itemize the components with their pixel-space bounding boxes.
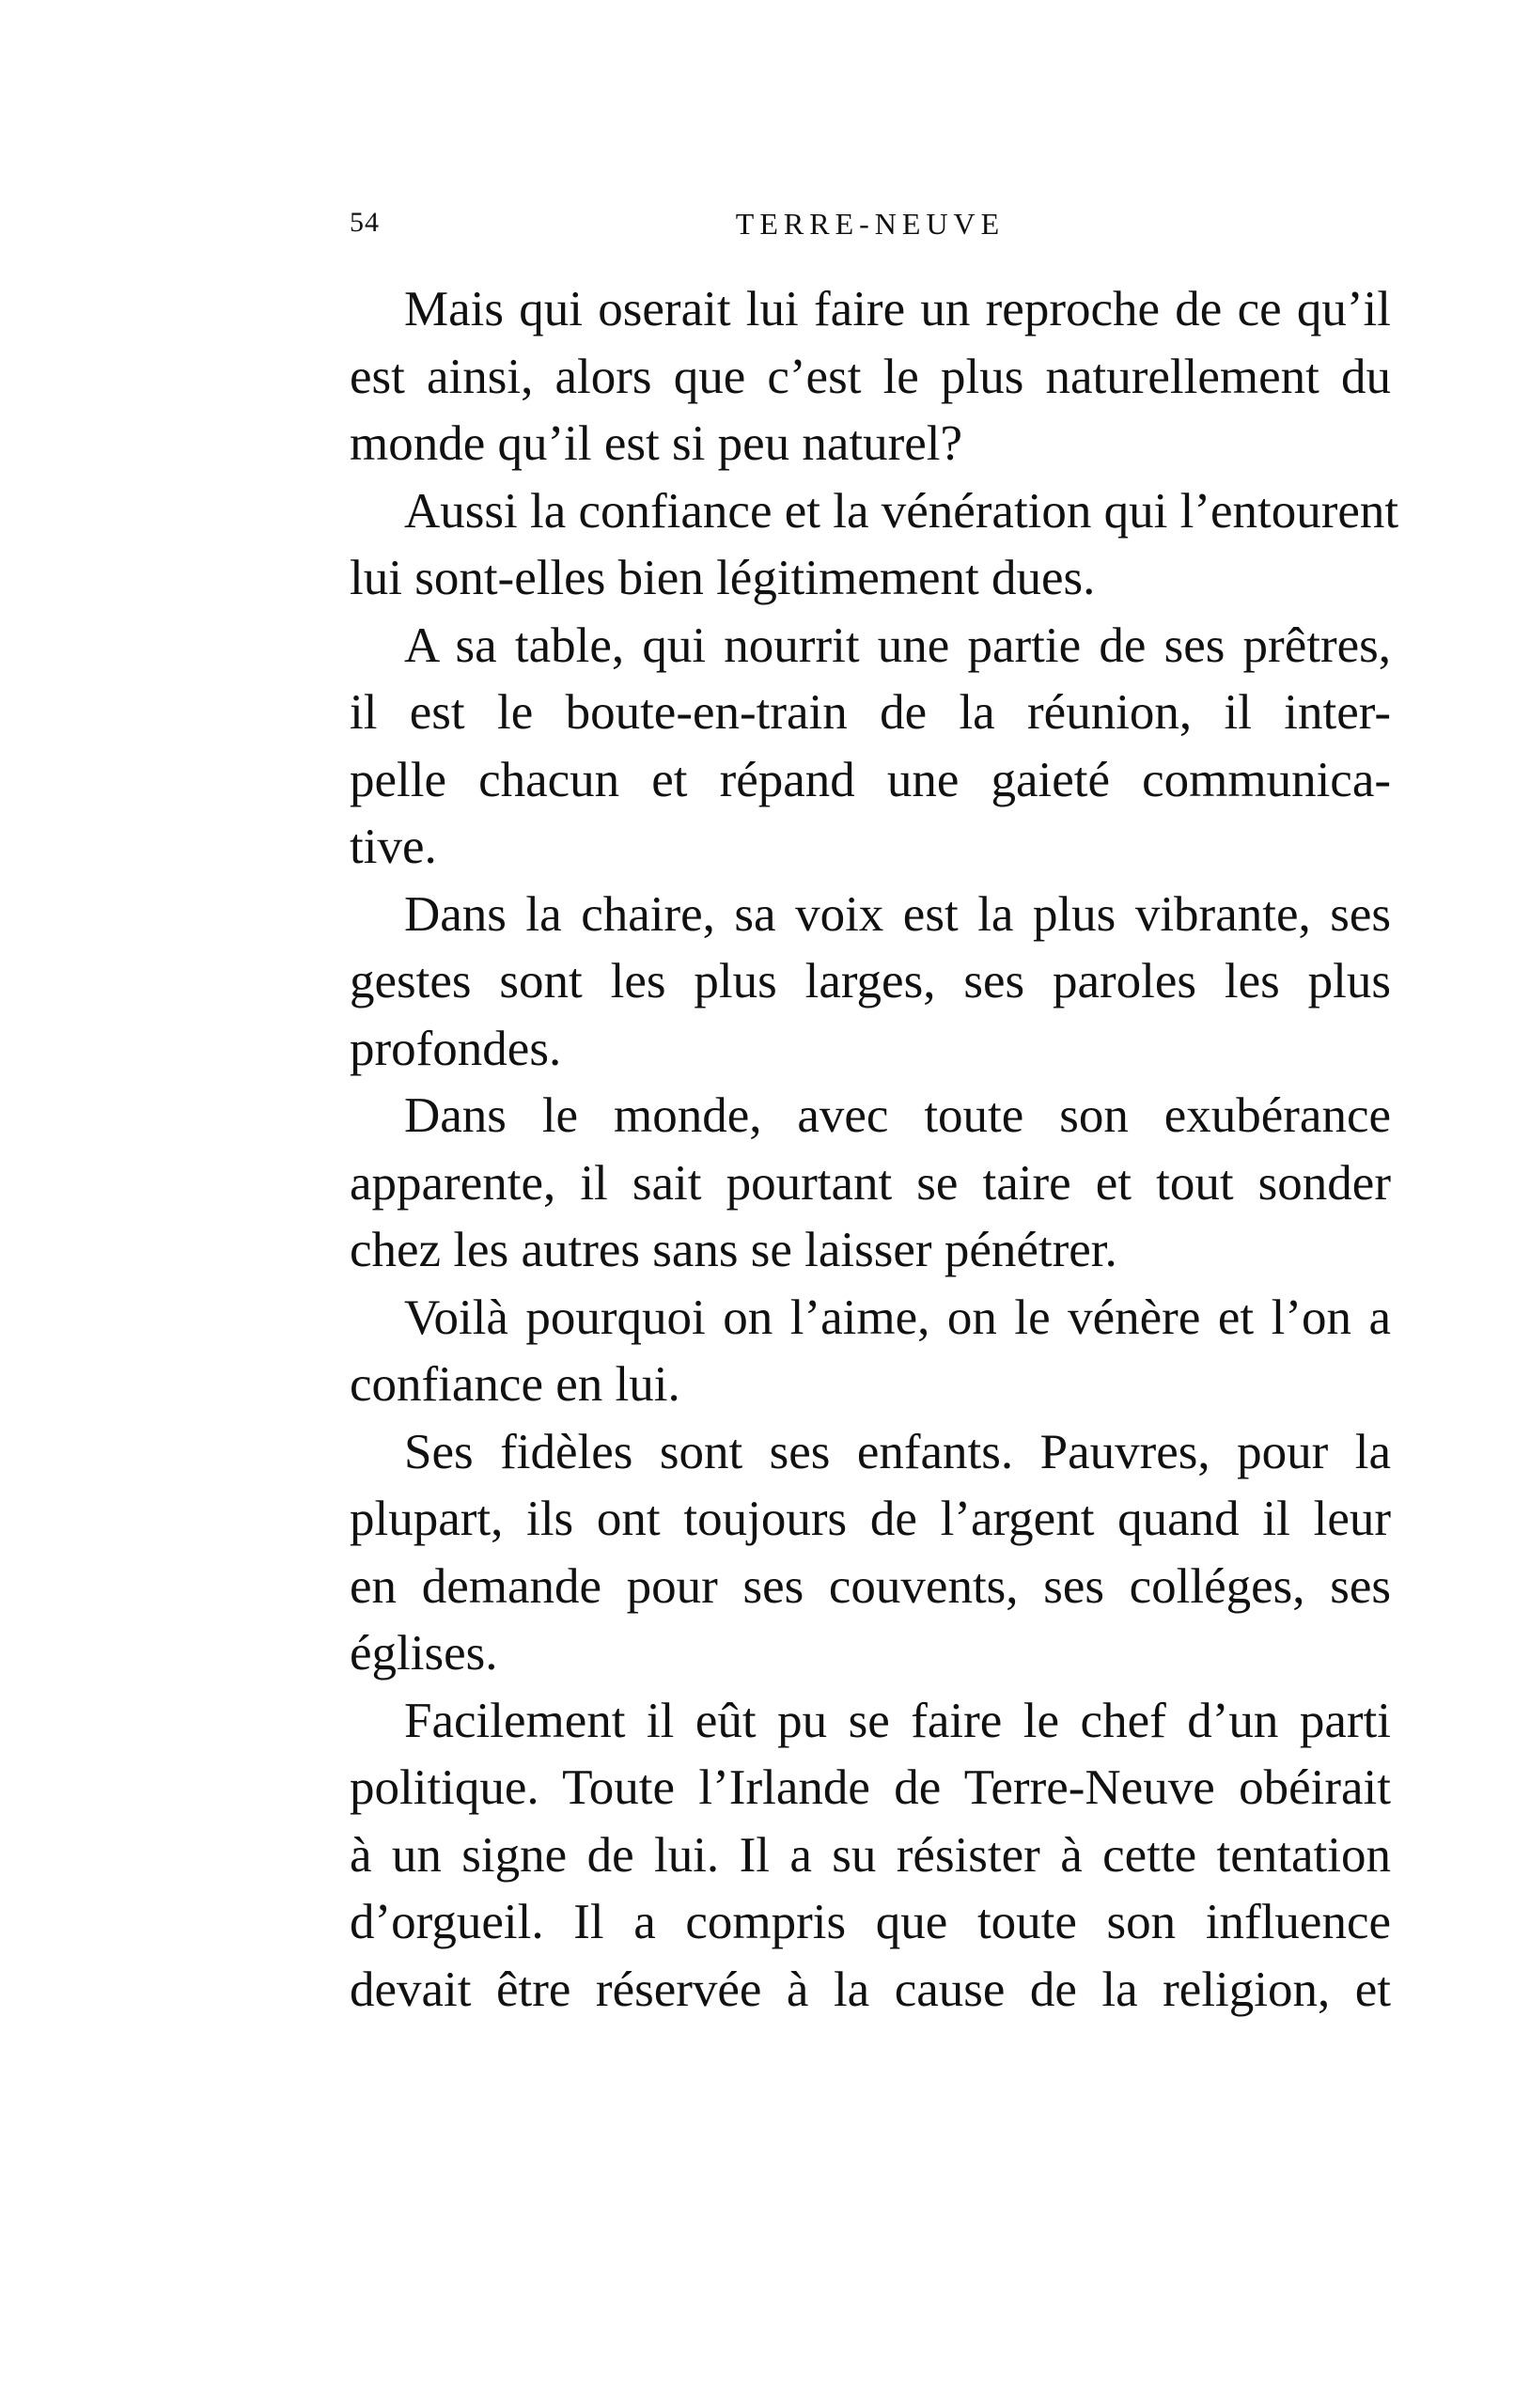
paragraph [350,613,1391,882]
text-line: Ses fidèles sont ses enfants. Pauvres, pour la [404,1424,1391,1479]
text-line: lui sont-elles bien légitimement dues. [350,551,1096,605]
text-line: gestes sont les plus larges, ses paroles les plus [350,954,1391,1009]
text-line: à un signe de lui. Il a su résister à cette tentation [350,1827,1391,1883]
text-line: devait être réservée à la cause de la religion, et [350,1962,1391,2017]
paragraph [350,1688,1391,2025]
text-line: d’orgueil. Il a compris que toute son influence [350,1895,1391,1949]
text-line: Dans la chaire, sa voix est la plus vibrante, ses [404,886,1391,942]
text-line: Aussi la confiance et la vénération qui l’entourent [404,483,1399,539]
paragraph [350,276,1391,478]
text-line: politique. Toute l’Irlande de Terre-Neuve obéirait [350,1760,1391,1815]
running-title: TERRE-NEUVE [735,207,1006,241]
text-line: A sa table, qui nourrit une partie de ses prêtres, [404,618,1391,673]
paragraph [350,882,1391,1084]
text-line: profondes. [350,1021,562,1076]
text-line: chez les autres sans se laisser pénétrer. [350,1223,1117,1277]
text-line: Voilà pourquoi on l’aime, on le vénère et l’on a [404,1290,1391,1345]
text-line: églises. [350,1626,498,1681]
text-line: il est le boute-en-train de la réunion, il inter- [350,685,1391,740]
text-line: plupart, ils ont toujours de l’argent quand il leur [350,1492,1391,1546]
text-line: confiance en lui. [350,1357,680,1412]
text-line: Mais qui oserait lui faire un reproche de ce qu’il [404,282,1391,336]
text-line: est ainsi, alors que c’est le plus naturellement du [350,349,1391,404]
paragraph [350,1419,1391,1688]
page-number: 54 [350,207,380,238]
body-text [350,276,1399,2024]
page-header [350,207,1391,248]
paragraph [350,1285,1391,1419]
paragraph [350,478,1399,613]
text-line: tive. [350,820,437,874]
text-line: monde qu’il est si peu naturel? [350,416,963,471]
text-line: en demande pour ses couvents, ses colléges, ses [350,1558,1391,1614]
text-line: Dans le monde, avec toute son exubérance [404,1088,1391,1143]
paragraph [350,1083,1391,1285]
text-line: Facilement il eût pu se faire le chef d’un parti [404,1693,1391,1748]
text-line: pelle chacun et répand une gaieté communica- [350,752,1391,807]
text-line: apparente, il sait pourtant se taire et tout sonder [350,1155,1391,1211]
